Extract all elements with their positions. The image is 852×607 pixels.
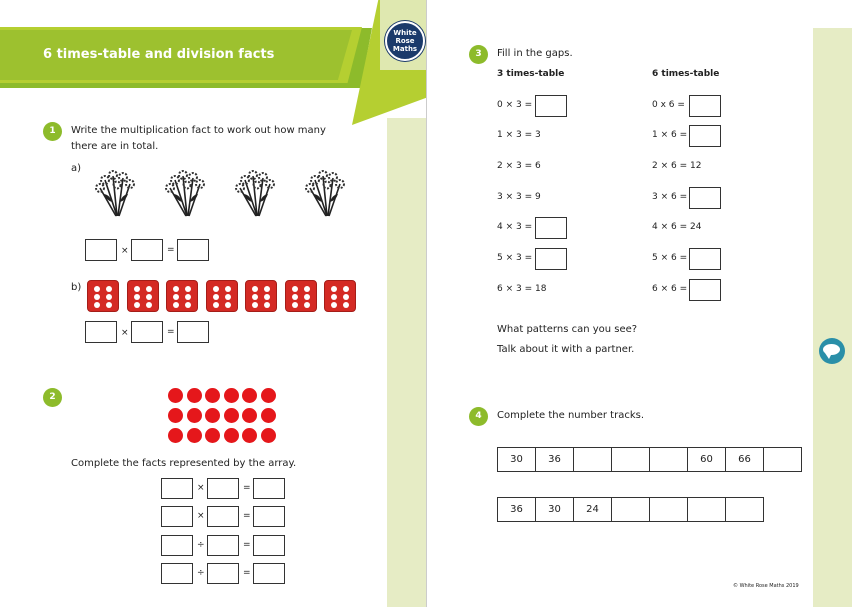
die-pip xyxy=(134,302,140,308)
six-fact-6-box[interactable] xyxy=(689,279,721,301)
q2-row1-box3[interactable] xyxy=(253,478,285,499)
q1a-factor2-box[interactable] xyxy=(131,239,163,261)
die-pip xyxy=(292,286,298,292)
six-die-icon xyxy=(206,280,238,312)
six-die-icon xyxy=(166,280,198,312)
die-pip xyxy=(94,294,100,300)
q3-patterns-question: What patterns can you see? xyxy=(497,324,638,335)
six-fact-2: 2 × 6 = 12 xyxy=(652,161,702,171)
die-pip xyxy=(213,286,219,292)
wrm-logo xyxy=(385,21,425,61)
red-counter xyxy=(242,428,257,443)
three-fact-4-box[interactable] xyxy=(535,217,567,239)
q1b-product-box[interactable] xyxy=(177,321,209,343)
die-pip xyxy=(146,294,152,300)
six-die-icon xyxy=(324,280,356,312)
q2-row3-box1[interactable] xyxy=(161,535,193,556)
q2-row3-eq: = xyxy=(243,540,251,550)
q2-row1-box1[interactable] xyxy=(161,478,193,499)
die-pip xyxy=(94,302,100,308)
die-pip xyxy=(252,286,258,292)
q2-row2-box2[interactable] xyxy=(207,506,239,527)
die-pip xyxy=(173,286,179,292)
die-pip xyxy=(343,286,349,292)
q1b-factor2-box[interactable] xyxy=(131,321,163,343)
die-pip xyxy=(225,294,231,300)
three-fact-3: 3 × 3 = 9 xyxy=(497,192,541,202)
three-fact-0: 0 × 3 = xyxy=(497,100,533,110)
q2-row4-op: ÷ xyxy=(197,568,205,578)
six-fact-3: 3 × 6 = xyxy=(652,192,688,202)
q1-prompt-line1: Write the multiplication fact to work out how many xyxy=(71,125,326,136)
q3-number-badge: 3 xyxy=(469,45,488,64)
track-cell: 24 xyxy=(573,497,612,522)
track-cell: 60 xyxy=(687,447,726,472)
six-fact-4: 4 × 6 = 24 xyxy=(652,222,702,232)
track-cell[interactable] xyxy=(649,497,688,522)
q4-prompt: Complete the number tracks. xyxy=(497,410,645,421)
red-counter xyxy=(168,388,183,403)
die-pip xyxy=(213,302,219,308)
track-cell: 30 xyxy=(497,447,536,472)
q1a-product-box[interactable] xyxy=(177,239,209,261)
q2-number-badge: 2 xyxy=(43,388,62,407)
die-pip xyxy=(185,294,191,300)
three-fact-5: 5 × 3 = xyxy=(497,253,533,263)
die-pip xyxy=(185,302,191,308)
q2-row3-box3[interactable] xyxy=(253,535,285,556)
six-die-icon xyxy=(245,280,277,312)
die-pip xyxy=(252,302,258,308)
q1b-equals-sign: = xyxy=(167,327,175,337)
right-side-strip xyxy=(813,28,852,607)
flower-bunch-icon xyxy=(235,168,275,220)
red-counter xyxy=(261,388,276,403)
six-fact-0-box[interactable] xyxy=(689,95,721,117)
q1-part-a-label: a) xyxy=(71,163,82,174)
q2-row3-box2[interactable] xyxy=(207,535,239,556)
six-die-icon xyxy=(127,280,159,312)
track-cell: 36 xyxy=(497,497,536,522)
q1-part-b-label: b) xyxy=(71,282,82,293)
q2-row4-box3[interactable] xyxy=(253,563,285,584)
three-fact-5-box[interactable] xyxy=(535,248,567,270)
q1a-times-sign: × xyxy=(121,246,129,256)
track-cell[interactable] xyxy=(611,497,650,522)
three-fact-1: 1 × 3 = 3 xyxy=(497,130,541,140)
red-counter xyxy=(224,388,239,403)
red-counter xyxy=(187,428,202,443)
die-pip xyxy=(343,302,349,308)
die-pip xyxy=(225,286,231,292)
die-pip xyxy=(331,302,337,308)
die-pip xyxy=(106,302,112,308)
red-counter xyxy=(242,388,257,403)
red-counter xyxy=(242,408,257,423)
q2-row1-eq: = xyxy=(243,483,251,493)
red-counter xyxy=(205,388,220,403)
six-fact-5-box[interactable] xyxy=(689,248,721,270)
six-die-icon xyxy=(87,280,119,312)
three-fact-6: 6 × 3 = 18 xyxy=(497,284,547,294)
q1-prompt-line2: there are in total. xyxy=(71,141,159,152)
track-cell[interactable] xyxy=(611,447,650,472)
die-pip xyxy=(304,302,310,308)
red-counter xyxy=(205,428,220,443)
logo-line-2: Rose xyxy=(395,37,415,45)
die-pip xyxy=(225,302,231,308)
q1a-factor1-box[interactable] xyxy=(85,239,117,261)
track-cell[interactable] xyxy=(725,497,764,522)
q2-prompt: Complete the facts represented by the array. xyxy=(71,458,297,469)
track-cell[interactable] xyxy=(573,447,612,472)
red-counter xyxy=(168,428,183,443)
red-counter xyxy=(168,408,183,423)
die-pip xyxy=(343,294,349,300)
red-counter xyxy=(187,388,202,403)
die-pip xyxy=(185,286,191,292)
left-side-strip xyxy=(387,118,427,607)
speech-bubble-icon[interactable] xyxy=(819,338,845,364)
track-cell: 36 xyxy=(535,447,574,472)
q1-number-badge: 1 xyxy=(43,122,62,141)
q1a-equals-sign: = xyxy=(167,245,175,255)
q2-row4-box2[interactable] xyxy=(207,563,239,584)
q1b-times-sign: × xyxy=(121,328,129,338)
q2-row2-op: × xyxy=(197,511,205,521)
copyright: © White Rose Maths 2019 xyxy=(733,583,799,589)
six-fact-1: 1 × 6 = xyxy=(652,130,688,140)
flower-bunch-icon xyxy=(95,168,135,220)
logo-line-3: Maths xyxy=(392,45,418,53)
q2-row1-op: × xyxy=(197,483,205,493)
die-pip xyxy=(146,302,152,308)
q3-col6-title: 6 times-table xyxy=(652,69,720,79)
die-pip xyxy=(264,294,270,300)
die-pip xyxy=(304,286,310,292)
die-pip xyxy=(304,294,310,300)
six-fact-3-box[interactable] xyxy=(689,187,721,209)
track-cell[interactable] xyxy=(763,447,802,472)
die-pip xyxy=(173,302,179,308)
logo-line-1: White xyxy=(393,29,417,37)
q3-col3-title: 3 times-table xyxy=(497,69,565,79)
q2-row2-box3[interactable] xyxy=(253,506,285,527)
die-pip xyxy=(134,286,140,292)
track-cell: 30 xyxy=(535,497,574,522)
six-fact-1-box[interactable] xyxy=(689,125,721,147)
speech-bubble-tail xyxy=(825,353,832,359)
die-pip xyxy=(331,286,337,292)
q3-partner-prompt: Talk about it with a partner. xyxy=(497,344,635,355)
flower-bunch-icon xyxy=(165,168,205,220)
q2-row1-box2[interactable] xyxy=(207,478,239,499)
die-pip xyxy=(106,286,112,292)
six-fact-5: 5 × 6 = xyxy=(652,253,688,263)
die-pip xyxy=(146,286,152,292)
page-title: 6 times-table and division facts xyxy=(43,47,275,62)
die-pip xyxy=(292,294,298,300)
die-pip xyxy=(264,302,270,308)
six-fact-6: 6 × 6 = xyxy=(652,284,688,294)
q1b-factor1-box[interactable] xyxy=(85,321,117,343)
q2-row3-op: ÷ xyxy=(197,540,205,550)
red-counter xyxy=(224,428,239,443)
die-pip xyxy=(252,294,258,300)
die-pip xyxy=(94,286,100,292)
q3-prompt: Fill in the gaps. xyxy=(497,48,573,59)
die-pip xyxy=(264,286,270,292)
red-counter xyxy=(261,408,276,423)
q2-row2-eq: = xyxy=(243,511,251,521)
track-cell: 66 xyxy=(725,447,764,472)
track-cell[interactable] xyxy=(649,447,688,472)
q2-row2-box1[interactable] xyxy=(161,506,193,527)
die-pip xyxy=(292,302,298,308)
six-fact-0: 0 x 6 = xyxy=(652,100,685,110)
die-pip xyxy=(173,294,179,300)
six-die-icon xyxy=(285,280,317,312)
red-counter xyxy=(187,408,202,423)
red-counter xyxy=(261,428,276,443)
flower-bunch-icon xyxy=(305,168,345,220)
red-counter xyxy=(224,408,239,423)
three-fact-4: 4 × 3 = xyxy=(497,222,533,232)
q2-row4-box1[interactable] xyxy=(161,563,193,584)
die-pip xyxy=(134,294,140,300)
q4-number-badge: 4 xyxy=(469,407,488,426)
die-pip xyxy=(106,294,112,300)
three-fact-2: 2 × 3 = 6 xyxy=(497,161,541,171)
q2-row4-eq: = xyxy=(243,568,251,578)
track-cell[interactable] xyxy=(687,497,726,522)
die-pip xyxy=(213,294,219,300)
three-fact-0-box[interactable] xyxy=(535,95,567,117)
red-counter xyxy=(205,408,220,423)
die-pip xyxy=(331,294,337,300)
